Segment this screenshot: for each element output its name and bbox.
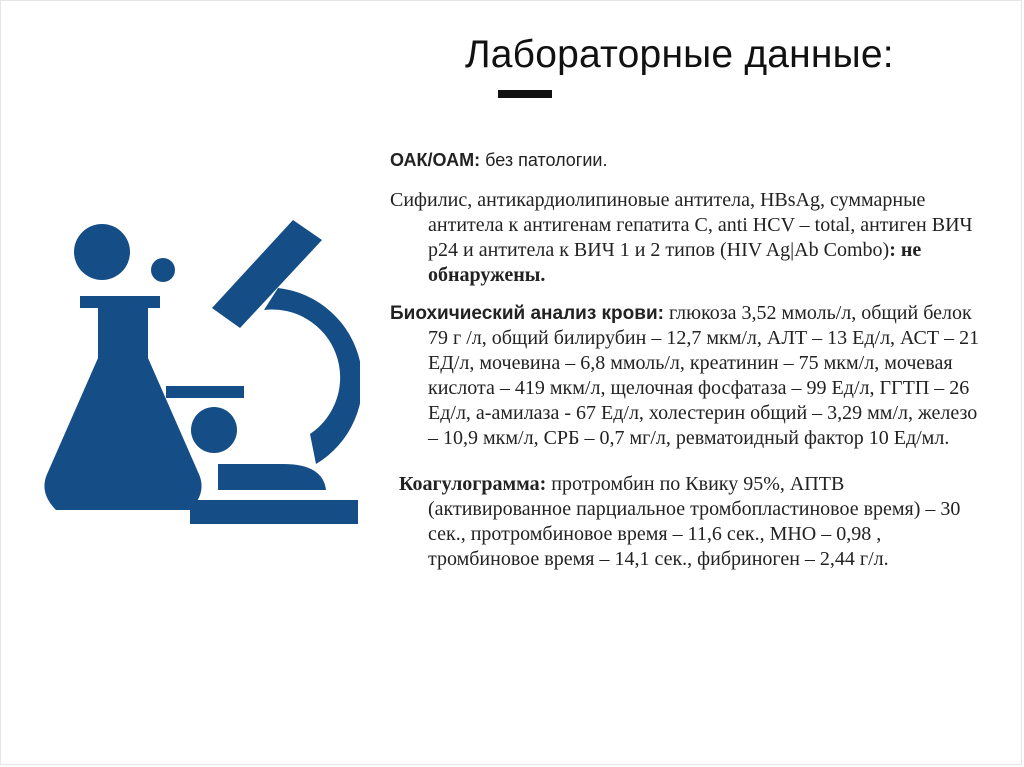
biochemistry-text: глюкоза 3,52 ммоль/л, общий белок 79 г /л, общий билирубин – 12,7 мкм/л, АЛТ – 13 Ед/л, АСТ – 21 ЕД/л, мочевина – 6,8 ммоль/л, креатинин – 75 мкм/л, мочевая кислота – 419 мкм/л, щелочная фосфатаза – 99 Ед/л, ГГТП – 26 Ед/л, а-амилаза - 67 Ед/л, холестерин общий – 3,29 мм/л, железо – 10,9 мкм/л, СРБ – 0,7 мг/л, ревматоидный фактор 10 Ед/мл. — [428, 302, 980, 449]
biochemistry-heading: Биохичиеский анализ крови: — [390, 303, 664, 324]
page-title: Лабораторные данные: — [465, 33, 894, 76]
lab-results — [390, 148, 990, 572]
serology-colon: : — [889, 239, 901, 261]
coagulogram-heading: Коагулограмма: — [399, 473, 547, 495]
serology-result: не обнаружены. — [428, 239, 922, 286]
serology-text: Сифилис, антикардиолипиновые антитела, HBsAg, суммарные антитела к антигенам гепатита С, anti HCV – total, антиген ВИЧ р24 и антитела к ВИЧ 1 и 2 типов (HIV Ag|Ab Combo) — [390, 189, 973, 261]
cbc-urinalysis-paragraph — [390, 148, 990, 173]
biochemistry-paragraph — [390, 301, 990, 451]
cbc-urinalysis-heading: ОАК/ОАМ: — [390, 150, 481, 170]
title-underline — [498, 90, 552, 98]
coagulogram-text: протромбин по Квику 95%, АПТВ (активированное парциальное тромбопластиновое время) – 30 сек., протромбиновое время – 11,6 сек., МНО – 0,98 , тромбиновое время – 14,1 сек., фибриноген – 2,44 г/л. — [428, 473, 961, 570]
coagulogram-paragraph — [390, 472, 990, 572]
microscope-flask-icon — [38, 200, 360, 526]
serology-paragraph — [390, 188, 990, 288]
cbc-urinalysis-text: без патологии. — [480, 150, 608, 170]
